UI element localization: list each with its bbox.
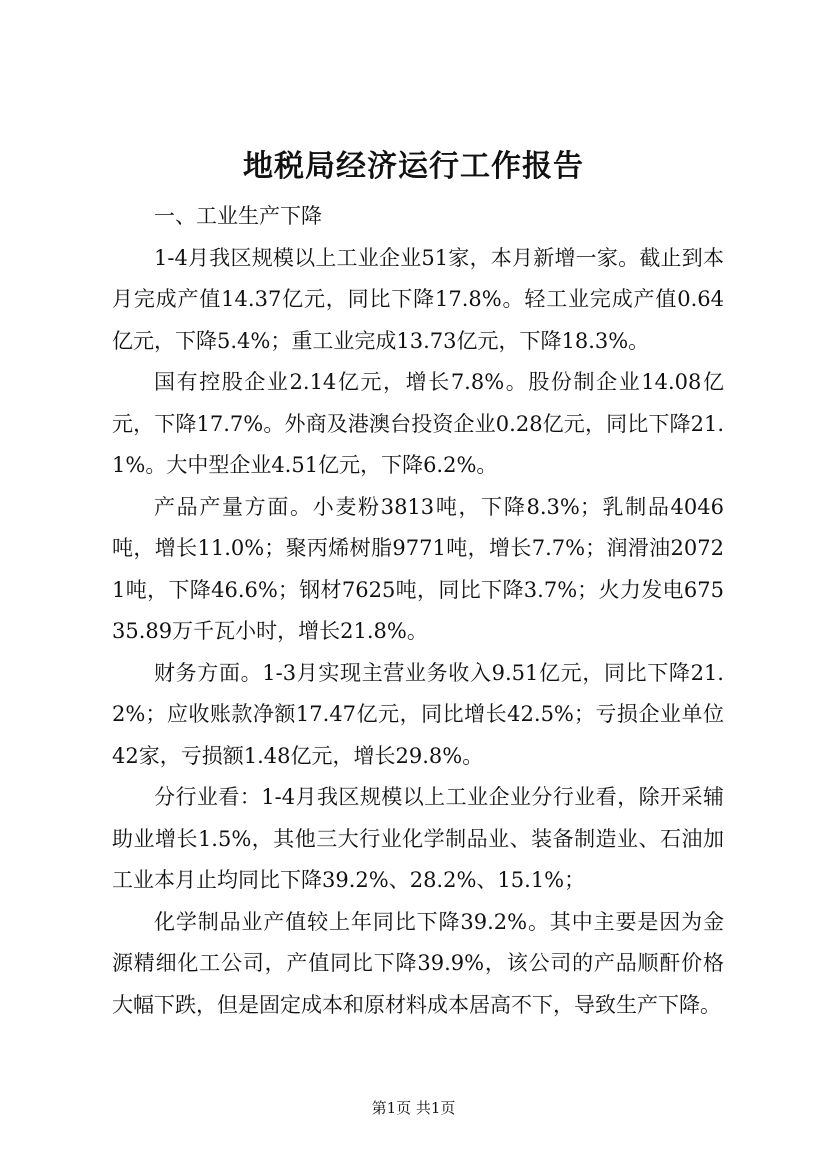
paragraph-industry-output: 1-4月我区规模以上工业企业51家，本月新增一家。截止到本月完成产值14.37亿元，同比下降17.8%。轻工业完成产值0.64亿元，下降5.4%；重工业完成13.73亿元，下降18.3%。 bbox=[112, 245, 724, 353]
paragraph-finance: 财务方面。1-3月实现主营业务收入9.51亿元，同比下降21.2%；应收账款净额17.47亿元，同比增长42.5%；亏损企业单位42家，亏损额1.48亿元，增长29.8%。 bbox=[112, 660, 724, 768]
paragraph-product-output: 产品产量方面。小麦粉3813吨，下降8.3%；乳制品4046吨，增长11.0%；聚丙烯树脂9771吨，增长7.7%；润滑油20721吨，下降46.6%；钢材7625吨，同比下降3.7%；火力发电67535.89万千瓦小时，增长21.8%。 bbox=[112, 494, 724, 643]
paragraph-chemical-industry: 化学制品业产值较上年同比下降39.2%。其中主要是因为金源精细化工公司，产值同比下降39.9%，该公司的产品顺酐价格大幅下跌，但是固定成本和原材料成本居高不下，导致生产下降。 bbox=[112, 909, 724, 1017]
document-body bbox=[112, 196, 724, 1026]
paragraph-enterprise-types: 国有控股企业2.14亿元，增长7.8%。股份制企业14.08亿元，下降17.7%。外商及港澳台投资企业0.28亿元，同比下降21.1%。大中型企业4.51亿元，下降6.2%。 bbox=[112, 370, 724, 477]
paragraph-by-industry: 分行业看：1-4月我区规模以上工业企业分行业看，除开采辅助业增长1.5%，其他三大行业化学制品业、装备制造业、石油加工业本月止均同比下降39.2%、28.2%、15.1%； bbox=[112, 785, 724, 892]
page-number-footer: 第1页 共1页 bbox=[371, 1099, 456, 1117]
document-title: 地税局经济运行工作报告 bbox=[243, 149, 584, 184]
section-heading: 一、工业生产下降 bbox=[154, 204, 322, 228]
